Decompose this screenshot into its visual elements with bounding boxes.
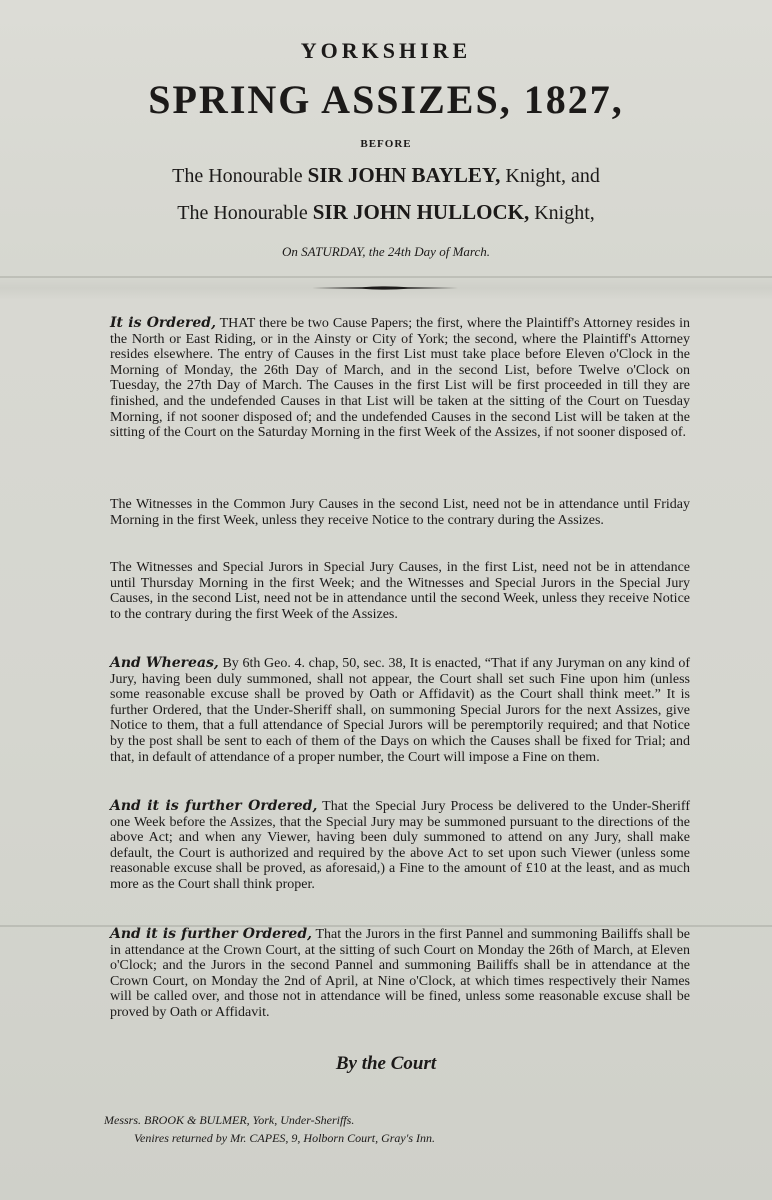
order-paragraph-special-jury-process [110,799,690,893]
session-date: On SATURDAY, the 24th Day of March. [282,244,490,259]
judge-prefix: The Honourable [172,165,308,187]
paragraph-lead: It is Ordered, [110,315,216,331]
county-heading: YORKSHIRE [300,38,472,63]
judge-prefix: The Honourable [177,202,313,224]
order-paragraph-special-jurors [110,560,690,622]
signoff: By the Court [335,1053,437,1074]
venires-line: Venires returned by Mr. CAPES, 9, Holborn Court, Gray's Inn. [134,1131,435,1145]
before-label: BEFORE [360,138,412,150]
judge-name: SIR JOHN BAYLEY, [307,163,501,187]
order-paragraph-common-jury [110,497,690,528]
order-paragraph-whereas [110,656,690,765]
fold-crease [0,276,772,278]
page-title: SPRING ASSIZES, 1827, [148,77,624,122]
paragraph-text: That the Jurors in the first Pannel and summoning Bailiffs shall be in attendance at the Crown Court, at the sitting of such Court on Monday the 26th of March, at Eleven o'Clock; and the Jurors in the second Pannel and summoning Bailiffs shall be in attendance at the Crown Court, on Monday the 2nd of April, at Nine o'Clock, at which times respectively their Names will be called over, and those not in attendance will be fined, unless some reasonable excuse shall be proved by Oath or Affidavit. [110,927,690,1020]
paragraph-lead: And it is further Ordered, [110,926,312,942]
judge-name: SIR JOHN HULLOCK, [312,200,530,224]
judge-line-bayley [0,163,772,188]
paragraph-text: THAT there be two Cause Papers; the first, where the Plaintiff's Attorney resides in the North or East Riding, or in the Ainsty or City of York; the second, where the Plaintiff's Attorney resides elsewhere. The entry of Causes in the first List must take place before Eleven o'Clock in the Morning of Monday, the 26th Day of March, and in the second List, before Twelve o'Clock on Tuesday, the 27th Day of March. The Causes in the first List will be first proceeded in till they are finished, and the undefended Causes in that List will be taken at the sitting of the Court on Tuesday Morning, if not sooner disposed of; and the undefended Causes in the second List will be taken at the sitting of the Court on the Saturday Morning in the first Week of the Assizes, if not sooner disposed of. [110,316,690,441]
order-paragraph-cause-papers [110,316,690,441]
paragraph-text: That the Special Jury Process be delivered to the Under-Sheriff one Week before the Assizes, that the Special Jury may be summoned pursuant to the directions of the above Act; and when any Viewer, having been duly summoned to attend on any Jury, shall make default, the Court is authorized and required by the above Act to set upon such Viewer (unless some reasonable excuse shall be proved, as aforesaid,) a Fine to the amount of £10 at the least, and as much more as the Court shall think proper. [110,799,690,892]
judge-suffix: Knight, and [500,165,600,187]
paragraph-text: The Witnesses and Special Jurors in Special Jury Causes, in the first List, need not be in attendance until Thursday Morning in the first Week; and the Witnesses and Special Jurors in the Special Jury Causes, in the second List, need not be in attendance until the second Week, unless they receive Notice to the contrary during the first Week of the Assizes. [110,560,690,622]
paragraph-lead: And it is further Ordered, [110,798,318,814]
paragraph-text: By 6th Geo. 4. chap, 50, sec. 38, It is enacted, “That if any Juryman on any kind of Jury, having been duly summoned, shall not appear, the Court shall set such Fine upon him (unless some reasonable excuse shall be proved by Oath or Affidavit) as the Court shall think meet.” It is further Ordered, that the Under-Sheriff shall, on summoning Special Jurors for the next Assizes, give Notice to them, that a full attendance of Special Jurors will be peremptorily required; and that Notice by the post shall be sent to each of them of the Days on which the Causes shall be fixed for Trial; and that, in default of attendance of a proper number, the Court will impose a Fine on them. [110,656,691,765]
paragraph-text: The Witnesses in the Common Jury Causes in the second List, need not be in attendance until Friday Morning in the first Week, unless they receive Notice to the contrary during the Assizes. [110,497,690,528]
judge-line-hullock [0,200,772,225]
under-sheriffs-line: Messrs. BROOK & BULMER, York, Under-Sheriffs. [104,1113,355,1127]
order-paragraph-pannel-jurors [110,927,690,1021]
judge-suffix: Knight, [529,202,595,224]
ornamental-rule [312,286,458,290]
paragraph-lead: And Whereas, [110,655,219,671]
